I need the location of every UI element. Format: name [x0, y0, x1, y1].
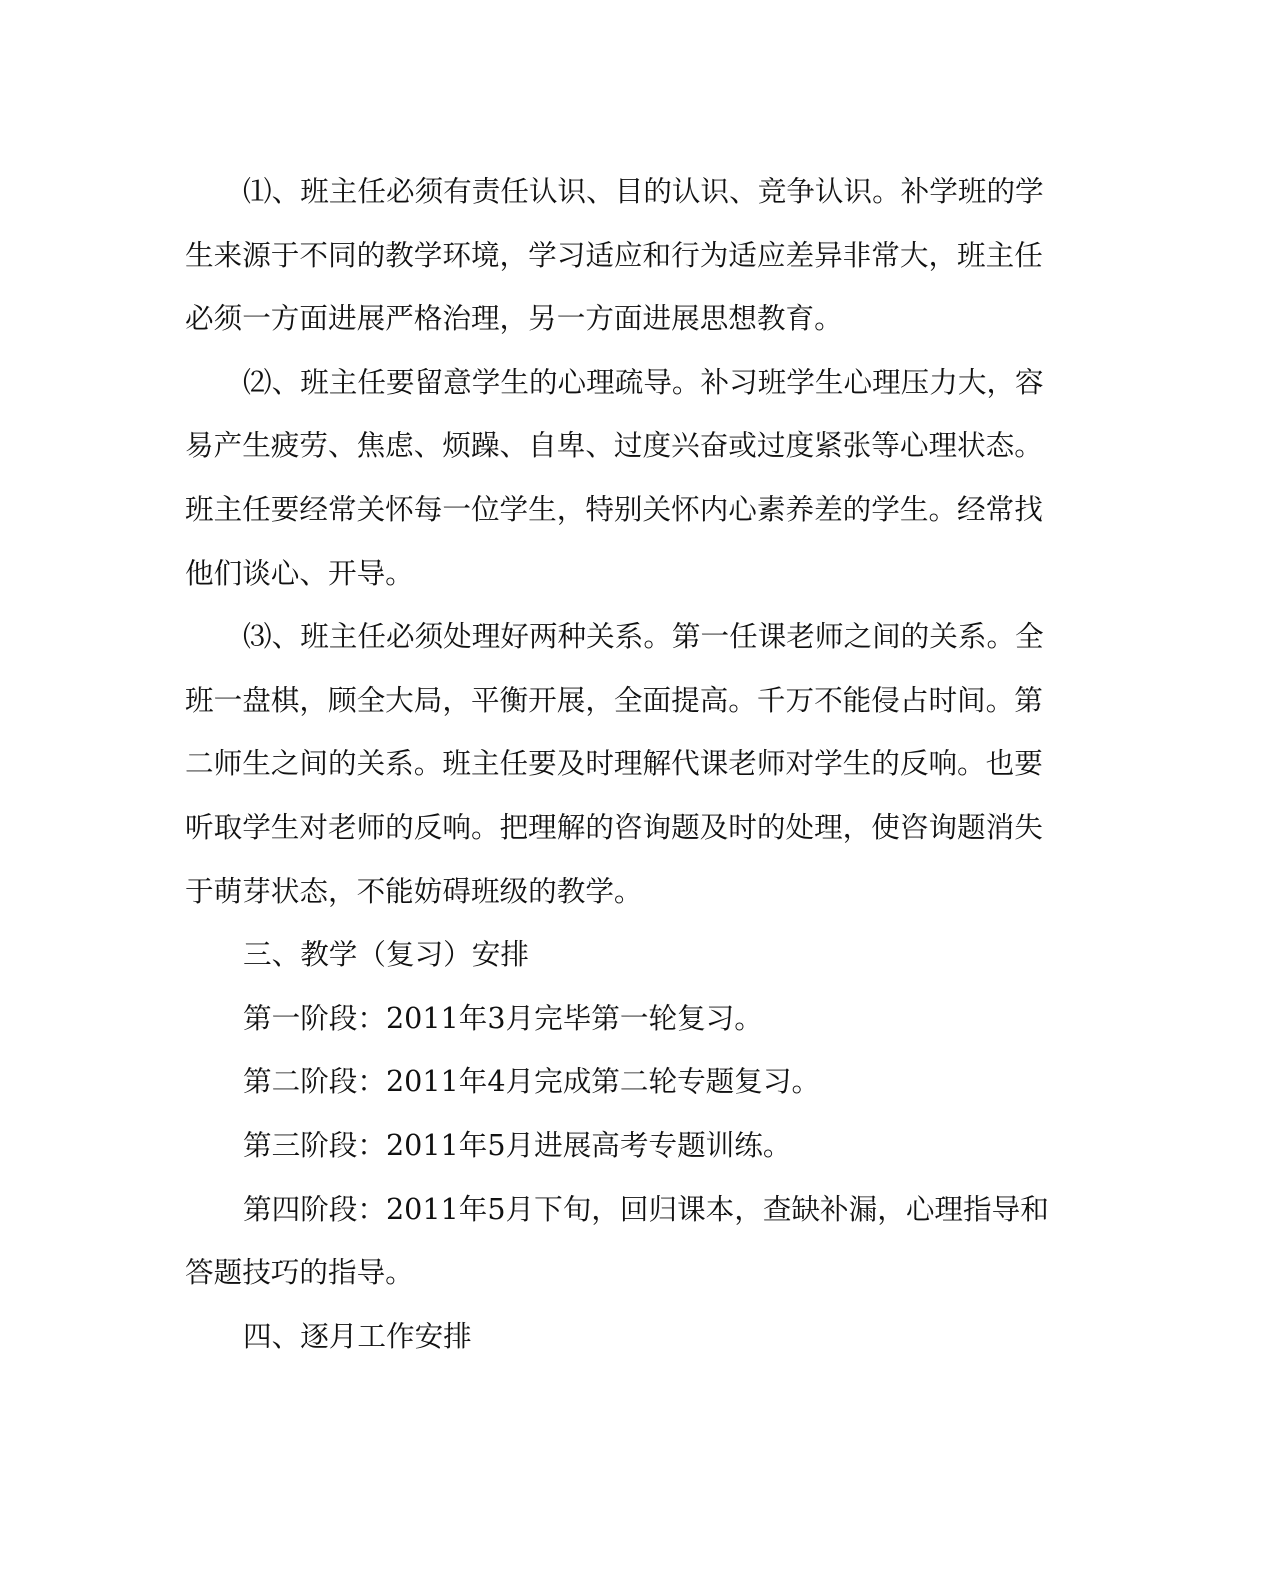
stage-3: 第三阶段：2011年5月进展高考专题训练。 [243, 1127, 792, 1162]
document-body [185, 160, 1065, 1368]
stage-2: 第二阶段：2011年4月完成第二轮专题复习。 [243, 1064, 821, 1099]
paragraph-1: ⑴、班主任必须有责任认识、目的认识、竞争认识。补学班的学生来源于不同的教学环境，学习适应和行为适应差异非常大，班主任必须一方面进展严格治理，另一方面进展思想教育。 [185, 174, 1044, 336]
paragraph-2: ⑵、班主任要留意学生的心理疏导。补习班学生心理压力大，容易产生疲劳、焦虑、烦躁、自卑、过度兴奋或过度紧张等心理状态。班主任要经常关怀每一位学生，特别关怀内心素养差的学生。经常找他们谈心、开导。 [185, 364, 1044, 590]
section-heading-3: 三、教学（复习）安排 [243, 937, 529, 972]
stage-1: 第一阶段：2011年3月完毕第一轮复习。 [243, 1000, 763, 1035]
paragraph-3: ⑶、班主任必须处理好两种关系。第一任课老师之间的关系。全班一盘棋，顾全大局，平衡开展，全面提高。千万不能侵占时间。第二师生之间的关系。班主任要及时理解代课老师对学生的反响。也要听取学生对老师的反响。把理解的咨询题及时的处理，使咨询题消失于萌芽状态，不能妨碍班级的教学。 [185, 619, 1044, 908]
section-heading-4: 四、逐月工作安排 [243, 1318, 472, 1353]
stage-4: 第四阶段：2011年5月下旬，回归课本，查缺补漏，心理指导和答题技巧的指导。 [185, 1191, 1049, 1290]
